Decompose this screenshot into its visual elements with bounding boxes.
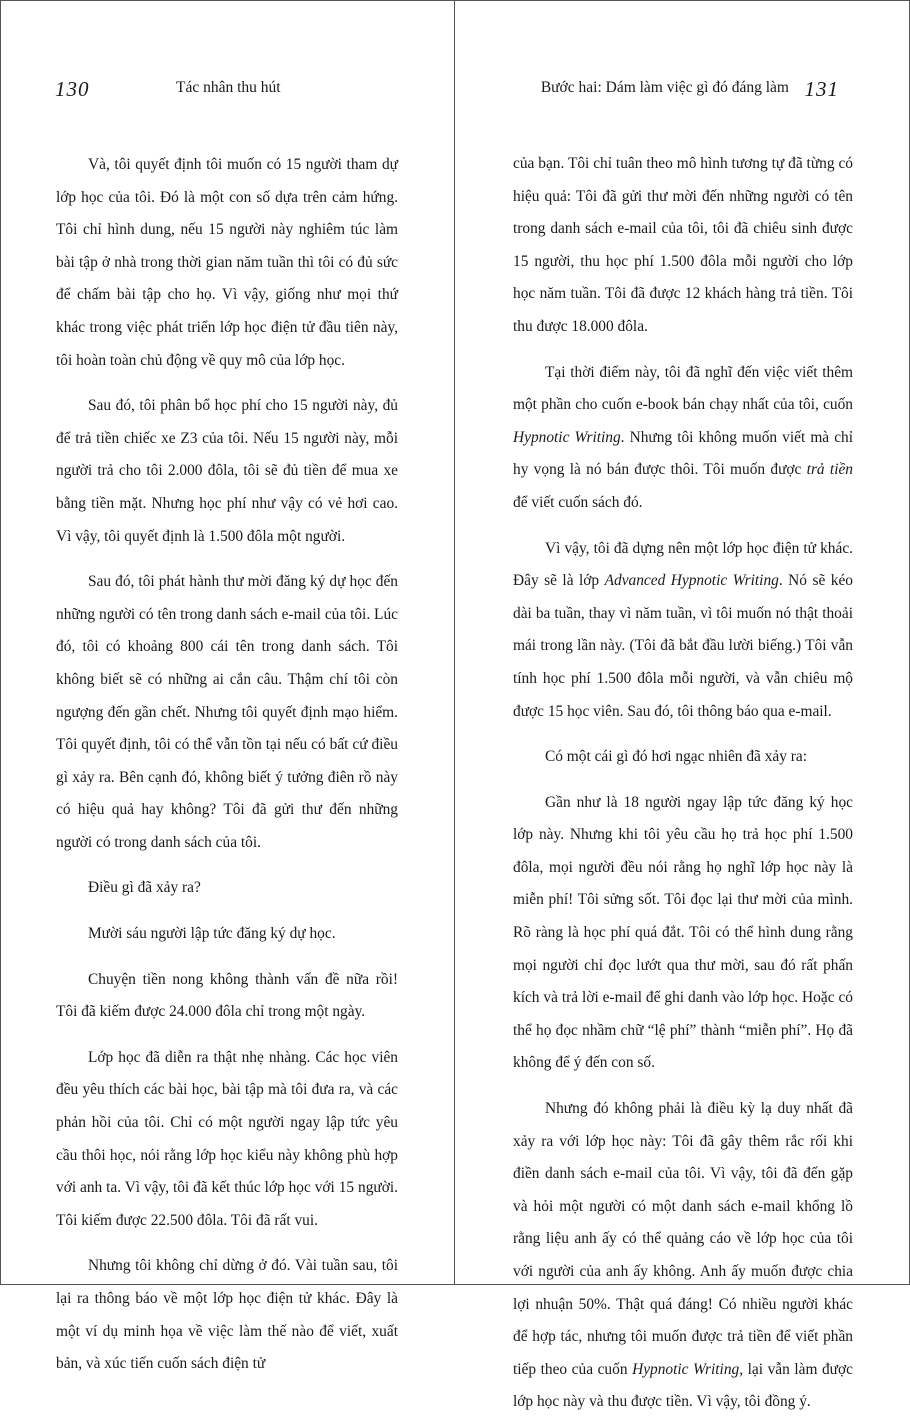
left-page-body [56, 149, 398, 1381]
paragraph: Và, tôi quyết định tôi muốn có 15 người tham dự lớp học của tôi. Đó là một con số dựa trên cảm hứng. Tôi chỉ hình dung, nếu 15 người này nghiêm túc làm bài tập ở nhà trong thời gian năm tuần thì tôi có đủ sức để chấm bài tập cho họ. Vì vậy, giống như mọi thứ khác trong việc phát triển lớp học điện tử đầu tiên này, tôi hoàn toàn chủ động về quy mô của lớp học. [56, 156, 398, 369]
paragraph: Sau đó, tôi phân bổ học phí cho 15 người này, đủ để trả tiền chiếc xe Z3 của tôi. Nếu 15 người này, mỗi người trả cho tôi 2.000 đôla, tôi sẽ đủ tiền để mua xe bằng tiền mặt. Nhưng học phí như vậy có vẻ hơi cao. Vì vậy, tôi quyết định là 1.500 đôla một người. [56, 397, 398, 545]
book-title: Hypnotic Writing [632, 1360, 740, 1378]
emphasis: trả tiền [806, 461, 853, 479]
book-title: Hypnotic Writing [513, 428, 621, 446]
text-run: . Nhưng tôi không muốn viết mà chỉ hy vọng là nó bán được thôi. Tôi muốn được [513, 428, 853, 479]
right-page [454, 0, 910, 1411]
paragraph [513, 1093, 853, 1419]
text-run: Vì vậy, tôi đã dựng nên một lớp học điện tử khác. Đây sẽ là lớp [513, 539, 853, 590]
text-run: Tại thời điểm này, tôi đã nghĩ đến việc viết thêm một phần cho cuốn e-book bán chạy nhất của tôi, cuốn [513, 363, 853, 414]
page-number: 130 [55, 77, 90, 101]
paragraph [513, 533, 853, 729]
page-number: 131 [804, 77, 839, 101]
paragraph: Có một cái gì đó hơi ngạc nhiên đã xảy ra: [545, 748, 808, 766]
running-head: Tác nhân thu hút [176, 79, 281, 96]
course-title: Advanced Hypnotic Writing [604, 572, 779, 590]
text-run: Nhưng đó không phải là điều kỳ lạ duy nhất đã xảy ra với lớp học này: Tôi đã gây thêm rắc rối khi điền danh sách e-mail của tôi. Vì vậy, tôi đã đến gặp và hỏi một người có một danh sách e-mail khổng lồ rằng liệu anh ấy có thể quảng cáo về lớp học của tôi với người của anh ấy không. Anh ấy muốn được chia lợi nhuận 50%. Thật quá đáng! Có nhiều người khác để hợp tác, nhưng tôi muốn được trả tiền để viết phần tiếp theo của cuốn [513, 1100, 853, 1378]
paragraph: Nhưng tôi không chỉ dừng ở đó. Vài tuần sau, tôi lại ra thông báo về một lớp học điện tử khác. Đây là một ví dụ minh họa về việc làm thế nào để viết, xuất bản, và xúc tiến cuốn sách điện tử [56, 1257, 398, 1373]
left-page-header [1, 77, 454, 101]
paragraph: Lớp học đã diễn ra thật nhẹ nhàng. Các học viên đều yêu thích các bài học, bài tập mà tôi đưa ra, và các phản hồi của tôi. Chỉ có một người ngay lập tức yêu cầu thôi học, nói rằng lớp học kiểu này không phù hợp với anh ta. Vì vậy, tôi đã kết thúc lớp học với 15 người. Tôi kiếm được 22.500 đôla. Tôi đã rất vui. [56, 1048, 398, 1229]
paragraph [513, 357, 853, 520]
left-page [0, 0, 455, 1373]
right-page-body [513, 148, 853, 1419]
text-run: . Nó sẽ kéo dài ba tuần, thay vì năm tuần, vì tôi muốn nó thật thoải mái trong lần này. (Tôi đã bắt đầu lười biếng.) Tôi vẫn tính học phí 1.500 đôla mỗi người, và vẫn chiêu mộ được 15 học viên. Sau đó, tôi thông báo qua e-mail. [513, 572, 853, 720]
paragraph: Điều gì đã xảy ra? [88, 879, 201, 897]
running-head: Bước hai: Dám làm việc gì đó đáng làm [540, 79, 789, 96]
paragraph: Gần như là 18 người ngay lập tức đăng ký học lớp này. Nhưng khi tôi yêu cầu họ trả học phí 1.500 đôla, mọi người đều nói rằng họ nghĩ lớp học này là miễn phí! Tôi sửng sốt. Tôi đọc lại thư mời của mình. Rõ ràng là học phí quá đắt. Tôi có thể hình dung rằng mọi người chỉ đọc lướt qua thư mời, sau đó rất phấn kích và trả lời e-mail để ghi danh vào lớp học. Hoặc có thể họ đọc nhầm chữ “lệ phí” thành “miễn phí”. Họ đã không để ý đến con số. [513, 793, 853, 1072]
text-run: , lại vẫn làm được lớp học này và thu được tiền. Vì vậy, tôi đồng ý. [513, 1360, 853, 1411]
right-page-header [455, 77, 909, 101]
paragraph: Chuyện tiền nong không thành vấn đề nữa rồi! Tôi đã kiếm được 24.000 đôla chỉ trong một ngày. [56, 970, 398, 1021]
paragraph: của bạn. Tôi chỉ tuân theo mô hình tương tự đã từng có hiệu quả: Tôi đã gửi thư mời đến những người có tên trong danh sách e-mail của tôi, tôi đã chiêu sinh được 15 người, thu học phí 1.500 đôla mỗi người cho lớp học năm tuần. Tôi đã được 12 khách hàng trả tiền. Tôi thu được 18.000 đôla. [513, 155, 853, 335]
paragraph: Sau đó, tôi phát hành thư mời đăng ký dự học đến những người có tên trong danh sách e-mail của tôi. Lúc đó, tôi có khoảng 800 cái tên trong danh sách. Tôi không biết sẽ có những ai cắn câu. Thậm chí tôi còn ngượng đến gần chết. Nhưng tôi quyết định mạo hiểm. Tôi quyết định, tôi có thể vẫn tồn tại nếu có bất cứ điều gì xảy ra. Bên cạnh đó, không biết ý tưởng điên rồ này có hiệu quả hay không? Tôi đã gửi thư đến những người có trong danh sách của tôi. [56, 573, 398, 851]
paragraph: Mười sáu người lập tức đăng ký dự học. [88, 925, 336, 943]
text-run: để viết cuốn sách đó. [513, 493, 643, 511]
